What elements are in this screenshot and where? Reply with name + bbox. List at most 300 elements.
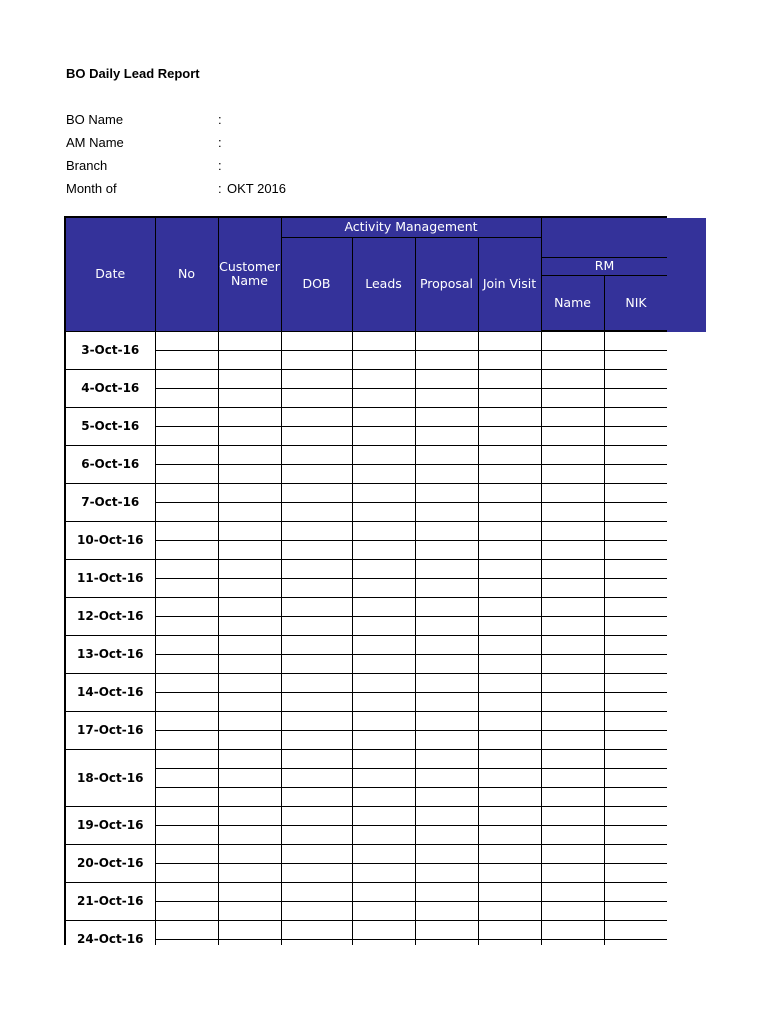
table-cell[interactable] [352, 331, 415, 350]
table-cell[interactable] [155, 768, 218, 787]
table-cell[interactable] [155, 445, 218, 464]
table-cell[interactable] [478, 464, 541, 483]
table-cell[interactable] [281, 882, 352, 901]
table-cell[interactable] [415, 844, 478, 863]
header-join-visit: Join Visit [478, 237, 541, 331]
table-cell[interactable] [415, 863, 478, 882]
table-cell[interactable] [541, 654, 604, 673]
table-cell[interactable] [541, 445, 604, 464]
table-row [65, 749, 667, 768]
table-cell[interactable] [155, 654, 218, 673]
table-cell[interactable] [218, 388, 281, 407]
table-cell[interactable] [281, 939, 352, 945]
table-cell[interactable] [604, 483, 667, 502]
table-cell[interactable] [604, 578, 667, 597]
table-cell[interactable] [478, 654, 541, 673]
table-cell[interactable] [155, 635, 218, 654]
table-cell[interactable] [218, 616, 281, 635]
table-cell[interactable] [415, 806, 478, 825]
table-cell[interactable] [604, 939, 667, 945]
info-colon: : [218, 158, 222, 173]
table-cell[interactable] [604, 369, 667, 388]
table-cell[interactable] [478, 445, 541, 464]
table-cell[interactable] [478, 559, 541, 578]
table-cell[interactable] [541, 616, 604, 635]
table-cell[interactable] [478, 407, 541, 426]
table-cell[interactable] [155, 540, 218, 559]
table-cell[interactable] [541, 331, 604, 350]
table-cell[interactable] [478, 369, 541, 388]
table-row [65, 787, 667, 806]
table-cell[interactable] [415, 692, 478, 711]
table-cell[interactable] [218, 730, 281, 749]
table-cell[interactable] [541, 692, 604, 711]
table-cell[interactable] [604, 616, 667, 635]
table-cell[interactable] [155, 331, 218, 350]
table-cell[interactable] [352, 768, 415, 787]
table-cell[interactable] [155, 882, 218, 901]
table-cell[interactable] [352, 806, 415, 825]
table-cell[interactable] [352, 673, 415, 692]
table-cell[interactable] [352, 635, 415, 654]
table-cell[interactable] [218, 407, 281, 426]
table-cell[interactable] [155, 369, 218, 388]
table-row [65, 445, 667, 464]
table-cell[interactable] [478, 882, 541, 901]
table-row [65, 502, 667, 521]
table-cell[interactable] [352, 787, 415, 806]
table-cell[interactable] [281, 445, 352, 464]
table-cell[interactable] [478, 673, 541, 692]
table-cell[interactable] [281, 749, 352, 768]
table-cell[interactable] [218, 426, 281, 445]
table-cell[interactable] [604, 635, 667, 654]
table-row [65, 597, 667, 616]
table-cell[interactable] [281, 426, 352, 445]
table-cell[interactable] [218, 844, 281, 863]
table-cell[interactable] [218, 540, 281, 559]
date-cell: 6-Oct-16 [65, 445, 155, 483]
table-cell[interactable] [415, 540, 478, 559]
table-cell[interactable] [281, 616, 352, 635]
table-cell[interactable] [541, 673, 604, 692]
table-cell[interactable] [415, 559, 478, 578]
table-cell[interactable] [218, 673, 281, 692]
header-rm-nik: NIK [604, 275, 667, 331]
table-cell[interactable] [415, 597, 478, 616]
table-cell[interactable] [218, 692, 281, 711]
lead-table-wrap [64, 216, 667, 945]
table-cell[interactable] [541, 749, 604, 768]
table-cell[interactable] [218, 806, 281, 825]
table-cell[interactable] [218, 597, 281, 616]
table-cell[interactable] [541, 388, 604, 407]
table-cell[interactable] [352, 692, 415, 711]
table-cell[interactable] [352, 863, 415, 882]
table-cell[interactable] [415, 730, 478, 749]
table-cell[interactable] [415, 369, 478, 388]
table-cell[interactable] [218, 768, 281, 787]
table-cell[interactable] [155, 730, 218, 749]
table-cell[interactable] [541, 939, 604, 945]
table-cell[interactable] [218, 939, 281, 945]
table-cell[interactable] [352, 578, 415, 597]
table-cell[interactable] [281, 901, 352, 920]
table-cell[interactable] [541, 768, 604, 787]
table-cell[interactable] [541, 559, 604, 578]
table-cell[interactable] [352, 483, 415, 502]
table-cell[interactable] [541, 806, 604, 825]
table-cell[interactable] [281, 920, 352, 939]
table-cell[interactable] [541, 920, 604, 939]
table-row [65, 920, 667, 939]
table-cell[interactable] [541, 787, 604, 806]
table-row [65, 863, 667, 882]
table-cell[interactable] [218, 502, 281, 521]
table-cell[interactable] [478, 502, 541, 521]
date-cell: 4-Oct-16 [65, 369, 155, 407]
table-cell[interactable] [604, 331, 667, 350]
table-cell[interactable] [155, 673, 218, 692]
table-cell[interactable] [218, 863, 281, 882]
table-cell[interactable] [218, 901, 281, 920]
table-cell[interactable] [218, 825, 281, 844]
table-cell[interactable] [155, 692, 218, 711]
table-cell[interactable] [218, 331, 281, 350]
table-cell[interactable] [541, 407, 604, 426]
table-row [65, 768, 667, 787]
date-cell: 24-Oct-16 [65, 920, 155, 945]
date-cell: 13-Oct-16 [65, 635, 155, 673]
table-cell[interactable] [352, 711, 415, 730]
table-cell[interactable] [541, 521, 604, 540]
table-cell[interactable] [478, 350, 541, 369]
table-cell[interactable] [415, 768, 478, 787]
table-cell[interactable] [604, 749, 667, 768]
table-row [65, 901, 667, 920]
table-cell[interactable] [352, 654, 415, 673]
table-cell[interactable] [352, 464, 415, 483]
table-cell[interactable] [155, 863, 218, 882]
table-cell[interactable] [478, 331, 541, 350]
table-cell[interactable] [541, 464, 604, 483]
table-cell[interactable] [415, 388, 478, 407]
table-cell[interactable] [415, 787, 478, 806]
table-cell[interactable] [541, 711, 604, 730]
table-cell[interactable] [281, 540, 352, 559]
table-cell[interactable] [478, 806, 541, 825]
table-cell[interactable] [604, 863, 667, 882]
table-cell[interactable] [604, 692, 667, 711]
table-cell[interactable] [604, 825, 667, 844]
table-cell[interactable] [415, 939, 478, 945]
table-cell[interactable] [478, 768, 541, 787]
table-cell[interactable] [155, 388, 218, 407]
table-row [65, 407, 667, 426]
table-cell[interactable] [281, 597, 352, 616]
table-cell[interactable] [155, 711, 218, 730]
table-cell[interactable] [478, 939, 541, 945]
table-cell[interactable] [604, 445, 667, 464]
table-cell[interactable] [478, 540, 541, 559]
table-cell[interactable] [155, 920, 218, 939]
table-cell[interactable] [478, 635, 541, 654]
date-cell: 19-Oct-16 [65, 806, 155, 844]
report-title: BO Daily Lead Report [66, 66, 200, 81]
table-cell[interactable] [218, 464, 281, 483]
table-cell[interactable] [155, 483, 218, 502]
table-cell[interactable] [541, 597, 604, 616]
table-cell[interactable] [415, 464, 478, 483]
table-cell[interactable] [478, 597, 541, 616]
table-cell[interactable] [604, 521, 667, 540]
table-cell[interactable] [218, 350, 281, 369]
table-cell[interactable] [541, 882, 604, 901]
table-cell[interactable] [352, 540, 415, 559]
table-cell[interactable] [352, 559, 415, 578]
table-cell[interactable] [478, 901, 541, 920]
table-cell[interactable] [541, 863, 604, 882]
table-cell[interactable] [541, 350, 604, 369]
table-cell[interactable] [478, 692, 541, 711]
table-cell[interactable] [478, 711, 541, 730]
table-cell[interactable] [218, 521, 281, 540]
table-cell[interactable] [415, 920, 478, 939]
table-cell[interactable] [415, 825, 478, 844]
table-cell[interactable] [155, 464, 218, 483]
table-cell[interactable] [604, 559, 667, 578]
table-cell[interactable] [541, 844, 604, 863]
table-cell[interactable] [281, 483, 352, 502]
table-cell[interactable] [218, 654, 281, 673]
table-cell[interactable] [281, 844, 352, 863]
table-cell[interactable] [218, 787, 281, 806]
table-cell[interactable] [218, 635, 281, 654]
table-cell[interactable] [415, 331, 478, 350]
table-row [65, 692, 667, 711]
table-cell[interactable] [155, 350, 218, 369]
table-cell[interactable] [155, 939, 218, 945]
table-cell[interactable] [281, 768, 352, 787]
table-cell[interactable] [352, 388, 415, 407]
table-row [65, 388, 667, 407]
table-cell[interactable] [281, 559, 352, 578]
table-row [65, 483, 667, 502]
table-cell[interactable] [155, 578, 218, 597]
table-cell[interactable] [281, 711, 352, 730]
table-row [65, 559, 667, 578]
table-cell[interactable] [218, 445, 281, 464]
table-cell[interactable] [415, 673, 478, 692]
table-cell[interactable] [604, 730, 667, 749]
table-cell[interactable] [155, 426, 218, 445]
table-cell[interactable] [352, 426, 415, 445]
table-row [65, 331, 667, 350]
table-cell[interactable] [541, 540, 604, 559]
table-cell[interactable] [604, 901, 667, 920]
table-cell[interactable] [218, 920, 281, 939]
table-cell[interactable] [218, 578, 281, 597]
table-cell[interactable] [415, 901, 478, 920]
table-cell[interactable] [604, 407, 667, 426]
table-cell[interactable] [478, 521, 541, 540]
table-cell[interactable] [415, 445, 478, 464]
table-cell[interactable] [604, 844, 667, 863]
table-cell[interactable] [155, 597, 218, 616]
table-cell[interactable] [281, 673, 352, 692]
header-rm-name: Name [541, 275, 604, 331]
table-cell[interactable] [541, 635, 604, 654]
table-cell[interactable] [604, 597, 667, 616]
table-cell[interactable] [541, 578, 604, 597]
table-cell[interactable] [155, 521, 218, 540]
table-cell[interactable] [604, 654, 667, 673]
table-cell[interactable] [352, 730, 415, 749]
table-cell[interactable] [478, 920, 541, 939]
table-cell[interactable] [478, 616, 541, 635]
table-cell[interactable] [541, 901, 604, 920]
table-cell[interactable] [541, 369, 604, 388]
table-cell[interactable] [352, 825, 415, 844]
table-cell[interactable] [218, 882, 281, 901]
table-cell[interactable] [478, 844, 541, 863]
table-cell[interactable] [415, 616, 478, 635]
table-cell[interactable] [281, 331, 352, 350]
table-cell[interactable] [218, 559, 281, 578]
table-cell[interactable] [281, 730, 352, 749]
table-cell[interactable] [352, 901, 415, 920]
table-cell[interactable] [281, 654, 352, 673]
table-cell[interactable] [478, 825, 541, 844]
table-cell[interactable] [281, 806, 352, 825]
table-cell[interactable] [218, 369, 281, 388]
date-cell: 17-Oct-16 [65, 711, 155, 749]
table-cell[interactable] [415, 483, 478, 502]
table-cell[interactable] [155, 825, 218, 844]
table-cell[interactable] [155, 844, 218, 863]
table-cell[interactable] [478, 749, 541, 768]
table-row [65, 730, 667, 749]
table-cell[interactable] [415, 521, 478, 540]
table-row [65, 616, 667, 635]
table-cell[interactable] [604, 882, 667, 901]
table-cell[interactable] [352, 939, 415, 945]
table-cell[interactable] [155, 502, 218, 521]
table-cell[interactable] [352, 521, 415, 540]
table-cell[interactable] [281, 635, 352, 654]
table-cell[interactable] [281, 692, 352, 711]
table-cell[interactable] [478, 730, 541, 749]
table-cell[interactable] [281, 350, 352, 369]
table-cell[interactable] [155, 787, 218, 806]
table-cell[interactable] [415, 711, 478, 730]
table-cell[interactable] [155, 749, 218, 768]
table-cell[interactable] [155, 559, 218, 578]
table-cell[interactable] [155, 616, 218, 635]
table-cell[interactable] [281, 388, 352, 407]
table-cell[interactable] [604, 540, 667, 559]
table-cell[interactable] [281, 863, 352, 882]
table-cell[interactable] [281, 825, 352, 844]
table-cell[interactable] [604, 502, 667, 521]
table-row [65, 635, 667, 654]
table-cell[interactable] [281, 787, 352, 806]
table-cell[interactable] [352, 445, 415, 464]
table-cell[interactable] [281, 521, 352, 540]
table-cell[interactable] [604, 920, 667, 939]
table-cell[interactable] [541, 426, 604, 445]
table-cell[interactable] [478, 388, 541, 407]
table-cell[interactable] [415, 578, 478, 597]
table-cell[interactable] [415, 749, 478, 768]
table-cell[interactable] [352, 882, 415, 901]
table-cell[interactable] [415, 502, 478, 521]
table-cell[interactable] [415, 426, 478, 445]
table-cell[interactable] [415, 882, 478, 901]
table-cell[interactable] [478, 426, 541, 445]
date-cell: 10-Oct-16 [65, 521, 155, 559]
table-cell[interactable] [415, 350, 478, 369]
table-cell[interactable] [478, 863, 541, 882]
table-cell[interactable] [415, 635, 478, 654]
table-cell[interactable] [415, 407, 478, 426]
table-cell[interactable] [541, 730, 604, 749]
table-cell[interactable] [415, 654, 478, 673]
table-cell[interactable] [155, 901, 218, 920]
table-cell[interactable] [604, 787, 667, 806]
table-cell[interactable] [541, 502, 604, 521]
table-cell[interactable] [352, 616, 415, 635]
table-cell[interactable] [604, 426, 667, 445]
table-cell[interactable] [281, 369, 352, 388]
table-cell[interactable] [155, 806, 218, 825]
table-cell[interactable] [352, 407, 415, 426]
table-cell[interactable] [352, 920, 415, 939]
table-cell[interactable] [281, 464, 352, 483]
table-cell[interactable] [352, 502, 415, 521]
table-cell[interactable] [281, 502, 352, 521]
table-cell[interactable] [478, 578, 541, 597]
table-cell[interactable] [604, 464, 667, 483]
table-cell[interactable] [352, 749, 415, 768]
table-cell[interactable] [478, 483, 541, 502]
table-cell[interactable] [155, 407, 218, 426]
table-cell[interactable] [218, 483, 281, 502]
table-cell[interactable] [604, 711, 667, 730]
date-cell: 5-Oct-16 [65, 407, 155, 445]
table-cell[interactable] [541, 825, 604, 844]
table-cell[interactable] [218, 749, 281, 768]
table-cell[interactable] [218, 711, 281, 730]
table-cell[interactable] [352, 350, 415, 369]
table-row [65, 882, 667, 901]
table-cell[interactable] [352, 597, 415, 616]
date-cell: 7-Oct-16 [65, 483, 155, 521]
table-cell[interactable] [478, 787, 541, 806]
header-proposal: Proposal [415, 237, 478, 331]
table-cell[interactable] [604, 673, 667, 692]
table-cell[interactable] [604, 768, 667, 787]
table-cell[interactable] [604, 388, 667, 407]
table-cell[interactable] [281, 578, 352, 597]
table-cell[interactable] [604, 806, 667, 825]
header-rm: RM [541, 257, 667, 275]
table-cell[interactable] [352, 844, 415, 863]
table-cell[interactable] [604, 350, 667, 369]
table-cell[interactable] [281, 407, 352, 426]
table-cell[interactable] [352, 369, 415, 388]
table-cell[interactable] [541, 483, 604, 502]
